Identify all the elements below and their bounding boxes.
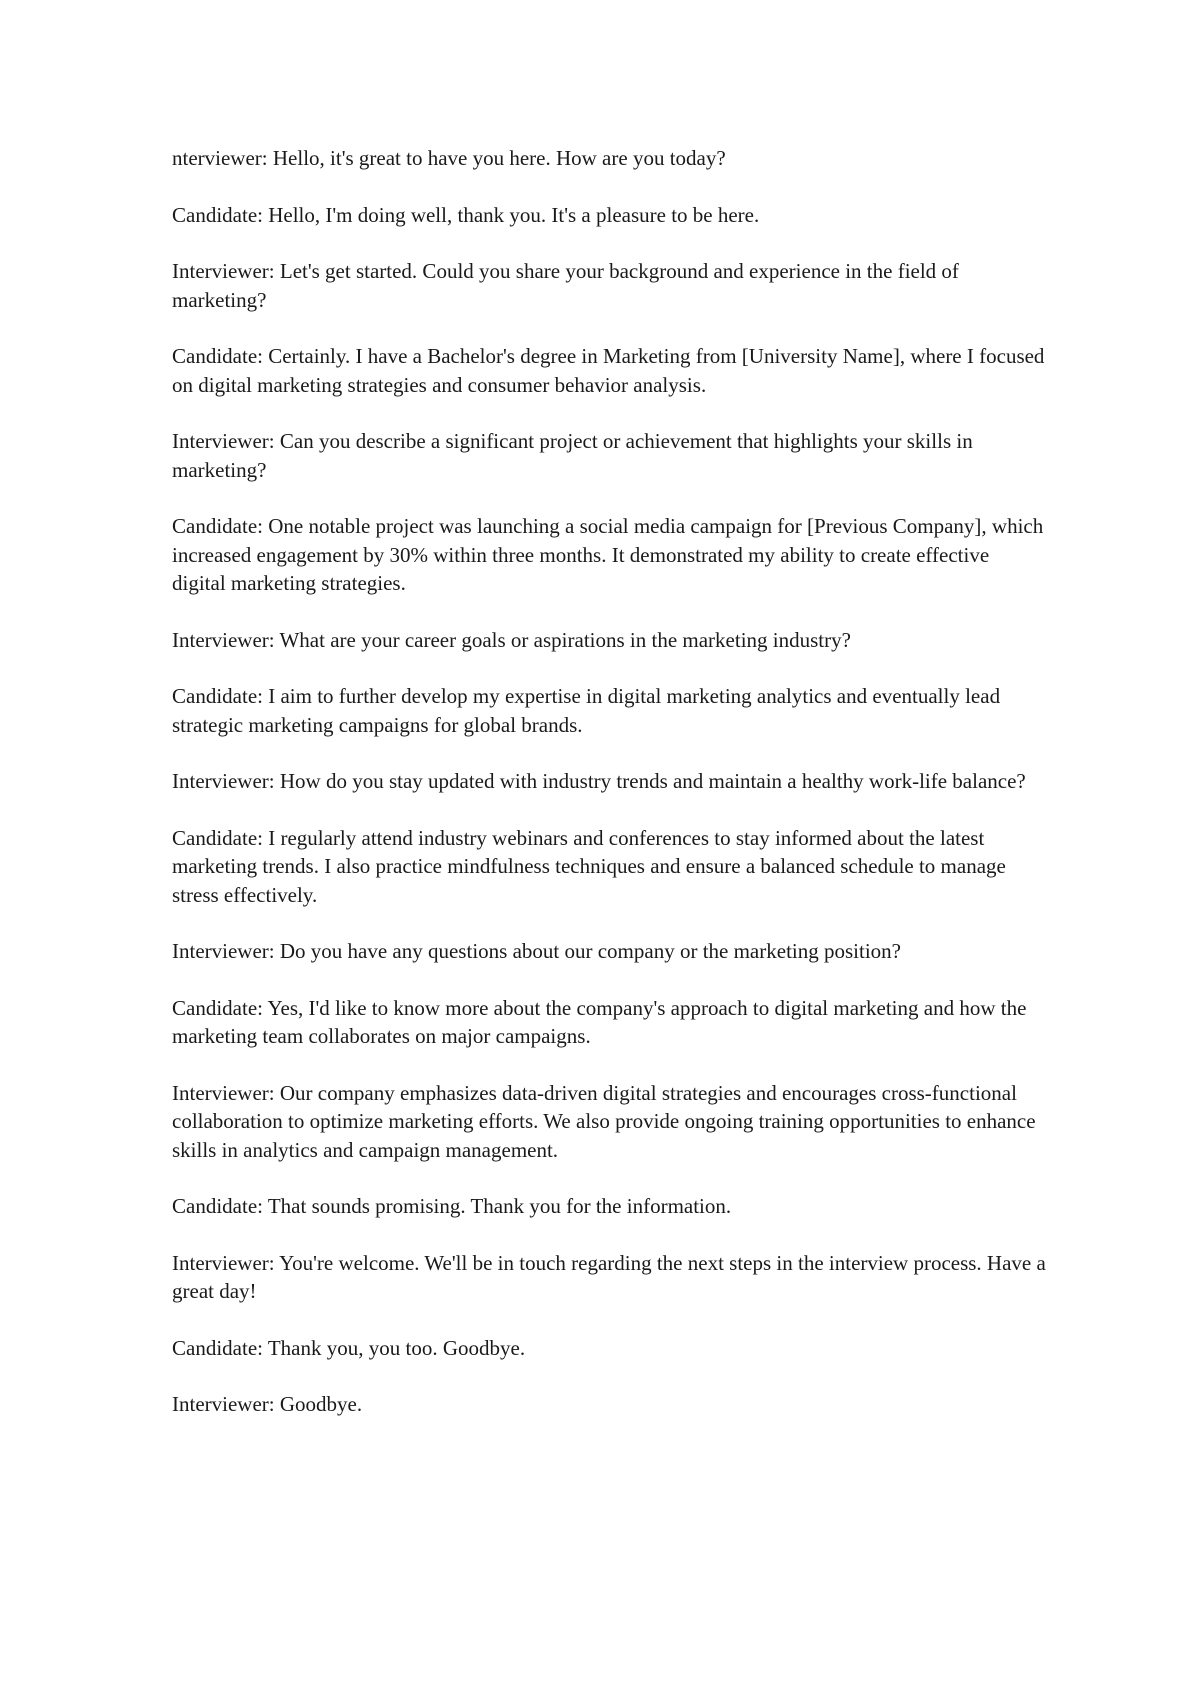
transcript-paragraph: Interviewer: Goodbye. [172,1392,363,1416]
transcript-paragraph: nterviewer: Hello, it's great to have you here. How are you today? [172,146,726,170]
transcript-paragraph: Candidate: That sounds promising. Thank you for the information. [172,1194,732,1218]
transcript-paragraph: Interviewer: Do you have any questions about our company or the marketing position? [172,939,901,963]
transcript-paragraph: Candidate: I regularly attend industry webinars and conferences to stay informed about the latest marketing trends. I also practice mindfulness techniques and ensure a balanced schedule to manage stress effectively. [172,825,1006,907]
transcript-paragraph: Candidate: I aim to further develop my expertise in digital marketing analytics and eventually lead strategic marketing campaigns for global brands. [172,684,1001,737]
transcript-paragraph: Interviewer: How do you stay updated with industry trends and maintain a healthy work-life balance? [172,769,1026,793]
interview-transcript [172,144,1047,1447]
transcript-paragraph: Candidate: Certainly. I have a Bachelor's degree in Marketing from [University Name], where I focused on digital marketing strategies and consumer behavior analysis. [172,344,1045,397]
transcript-paragraph: Interviewer: Our company emphasizes data-driven digital strategies and encourages cross-functional collaboration to optimize marketing efforts. We also provide ongoing training opportunities to enhance skills in analytics and campaign management. [172,1080,1036,1162]
transcript-paragraph: Candidate: Hello, I'm doing well, thank you. It's a pleasure to be here. [172,202,760,227]
transcript-paragraph: Interviewer: Let's get started. Could you share your background and experience in the field of marketing? [172,259,959,312]
transcript-paragraph: Interviewer: Can you describe a significant project or achievement that highlights your skills in marketing? [172,429,973,482]
transcript-paragraph: Interviewer: You're welcome. We'll be in touch regarding the next steps in the interview process. Have a great day! [172,1250,1046,1303]
transcript-paragraph: Candidate: Thank you, you too. Goodbye. [172,1335,526,1360]
transcript-paragraph: Candidate: Yes, I'd like to know more about the company's approach to digital marketing and how the marketing team collaborates on major campaigns. [172,995,1027,1048]
transcript-paragraph: Candidate: One notable project was launching a social media campaign for [Previous Company], which increased engagement by 30% within three months. It demonstrated my ability to create effective digital marketing strategies. [172,514,1044,595]
transcript-paragraph: Interviewer: What are your career goals or aspirations in the marketing industry? [172,627,851,652]
